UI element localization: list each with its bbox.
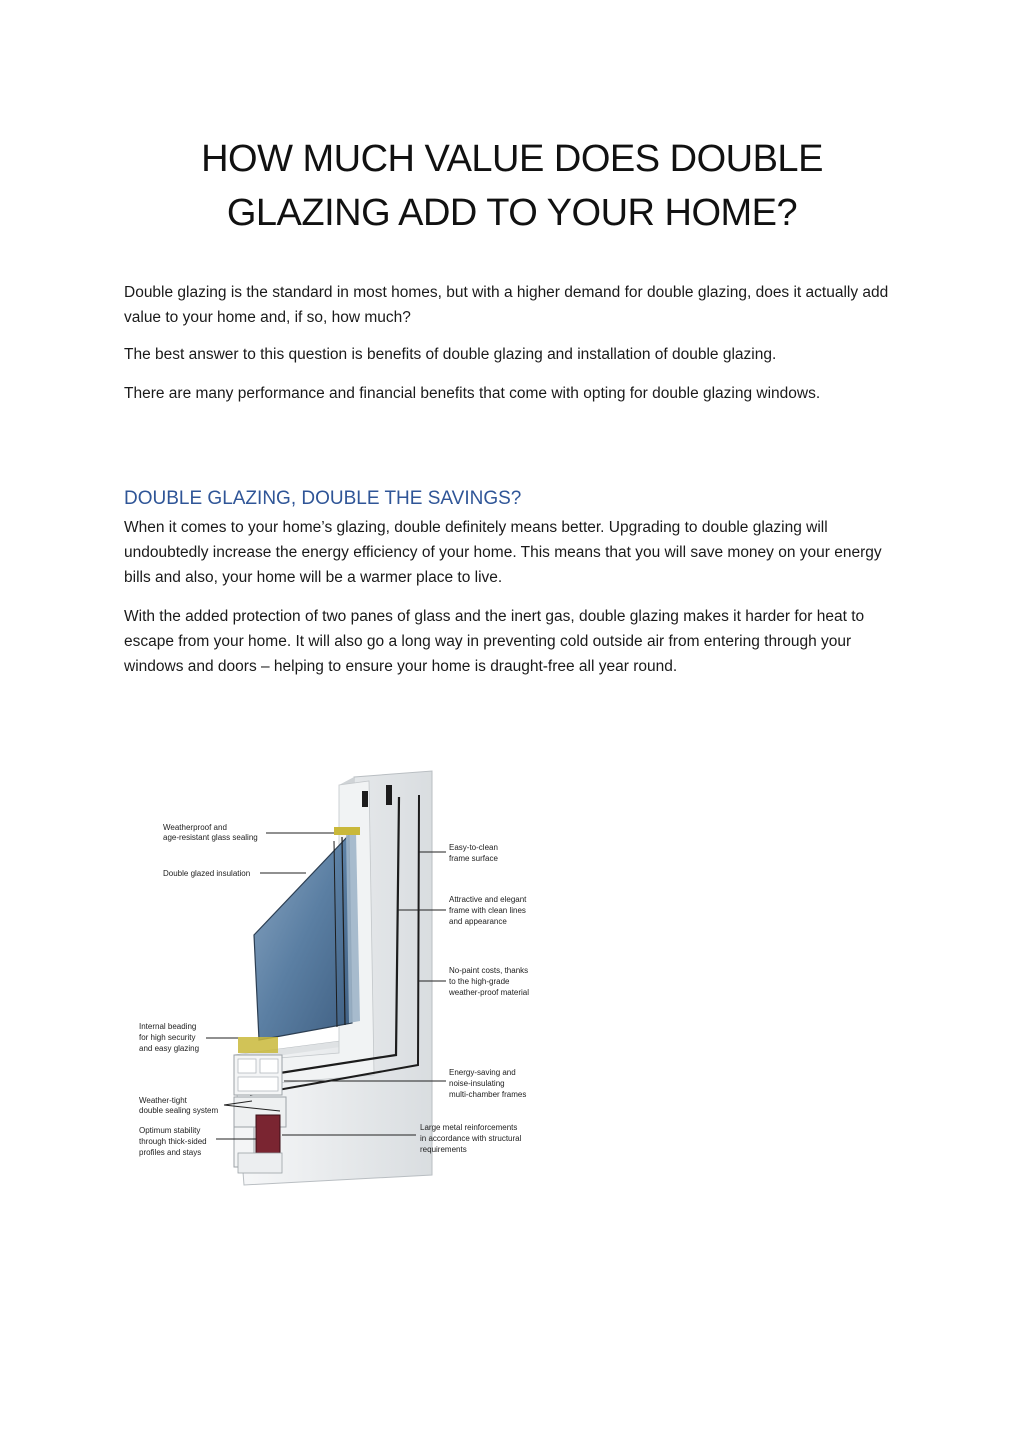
section-heading: DOUBLE GLAZING, DOUBLE THE SAVINGS? (124, 488, 522, 509)
label-elegant-frame (449, 895, 529, 926)
right-labels (420, 843, 530, 1154)
label-line: through thick-sided (139, 1137, 207, 1146)
section-paragraph-2: With the added protection of two panes of glass and the inert gas, double glazing makes it harder for heat to escape from your home. It will also go a long way in preventing cold outside air from entering through your windows and doors – helping to ensure your home is draught-free all year round. (124, 608, 865, 675)
intro-paragraph-2: The best answer to this question is benefits of double glazing and installation of double glazing. (124, 346, 777, 363)
label-line: in accordance with structural (420, 1134, 522, 1143)
label-no-paint (448, 966, 530, 997)
label-optimum-stability (139, 1126, 209, 1157)
label-line: to the high-grade (449, 977, 510, 986)
label-line: Double glazed insulation (163, 869, 251, 878)
label-double-sealing (139, 1096, 218, 1115)
section-paragraph-1: When it comes to your home’s glazing, double definitely means better. Upgrading to double glazing will undoubtedly increase the energy efficiency of your home. This means that you will save money on your energy bills and also, your home will be a warmer place to live. (124, 519, 882, 586)
glass-sealing (334, 827, 360, 835)
label-line: double sealing system (139, 1106, 219, 1115)
label-line: Weatherproof and (163, 823, 227, 832)
page-title (124, 132, 900, 240)
label-double-glazed-insulation (163, 869, 250, 878)
label-internal-beading (139, 1022, 199, 1053)
label-line: and easy glazing (139, 1044, 200, 1053)
metal-reinforcement (256, 1115, 280, 1153)
label-line: requirements (420, 1145, 467, 1154)
label-line: Easy-to-clean (449, 843, 498, 852)
label-line: Energy-saving and (449, 1068, 516, 1077)
label-line: Large metal reinforcements (420, 1123, 518, 1132)
profile-cross-section (234, 1037, 286, 1173)
label-line: Weather-tight (139, 1096, 187, 1105)
label-line: and appearance (449, 917, 507, 926)
label-line: weather-proof material (449, 988, 530, 997)
window-profile-svg (134, 755, 544, 1195)
title-line-1: HOW MUCH VALUE DOES DOUBLE (201, 138, 823, 180)
double-glazing-panes (254, 827, 360, 1040)
label-line: profiles and stays (139, 1148, 202, 1157)
label-line: noise-insulating (449, 1079, 505, 1088)
label-line: Attractive and elegant (449, 895, 527, 904)
intro-paragraph-1: Double glazing is the standard in most homes, but with a higher demand for double glazing, does it actually add value to your home and, if so, how much? (124, 284, 889, 326)
intro-paragraph-3: There are many performance and financial benefits that come with opting for double glazing windows. (124, 385, 821, 402)
title-line-2: GLAZING ADD TO YOUR HOME? (226, 192, 798, 234)
label-easy-clean (449, 843, 500, 863)
label-line: age-resistant glass sealing (163, 833, 258, 842)
label-line: multi-chamber frames (449, 1090, 527, 1099)
label-line: frame with clean lines (449, 906, 526, 915)
label-line: frame surface (449, 854, 498, 863)
label-line: Internal beading (139, 1022, 197, 1031)
label-multi-chamber (449, 1068, 526, 1099)
window-profile-diagram (134, 755, 544, 1195)
label-weatherproof-sealing (163, 823, 258, 842)
label-metal-reinforcements (420, 1123, 524, 1154)
label-line: Optimum stability (139, 1126, 201, 1135)
label-line: No-paint costs, thanks (449, 966, 529, 975)
label-line: for high security (139, 1033, 196, 1042)
